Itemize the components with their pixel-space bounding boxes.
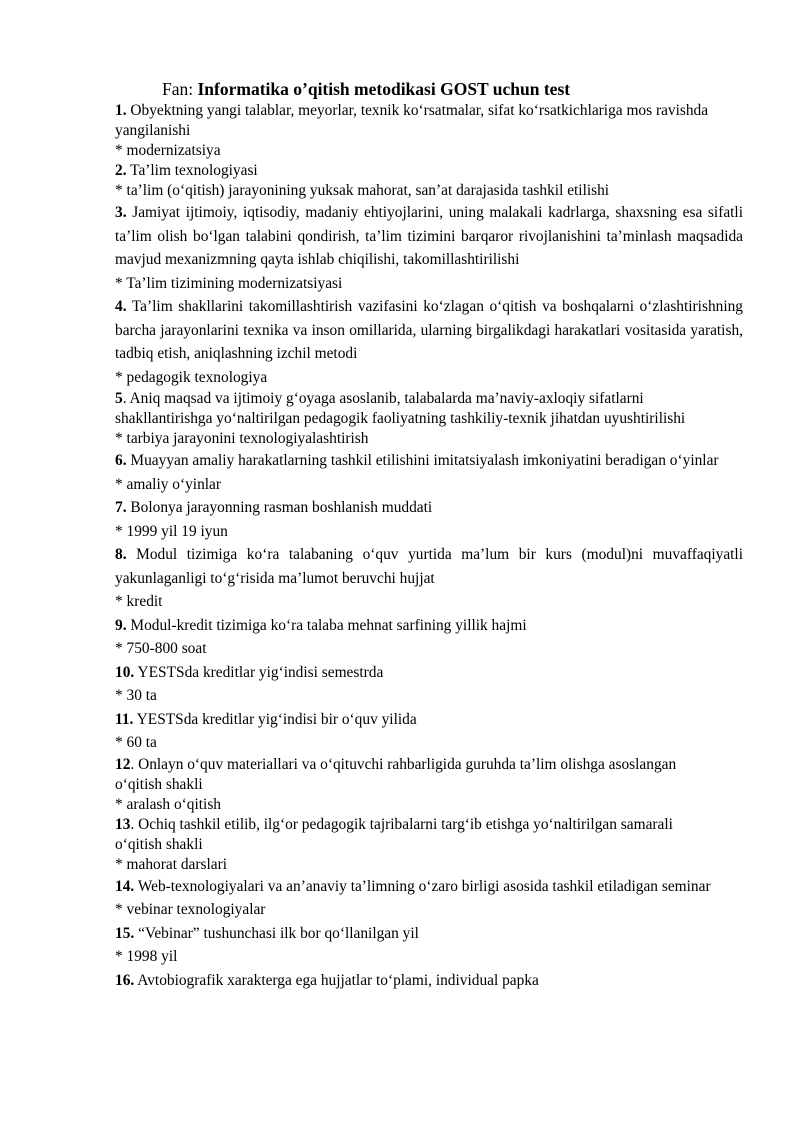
- question-text: [115, 201, 743, 272]
- question-number: 4.: [115, 298, 127, 315]
- question-text: [115, 101, 733, 141]
- answer-text: * pedagogik texnologiya: [115, 368, 268, 386]
- question-body: Ta’lim texnologiyasi: [130, 162, 258, 179]
- answer-text: * modernizatsiya: [115, 142, 221, 159]
- question-text: [115, 614, 743, 638]
- question-number: 15.: [115, 924, 135, 942]
- question-number: 10.: [115, 663, 135, 681]
- question-body: YESTSda kreditlar yig‘indisi semestrda: [137, 663, 384, 681]
- question-number: 9.: [115, 616, 127, 634]
- question-item-8: [115, 543, 743, 614]
- answer-text: * 750-800 soat: [115, 640, 207, 657]
- answer-text: * 1999 yil 19 iyun: [115, 522, 228, 540]
- question-number: 13: [115, 815, 131, 833]
- question-body: “Vebinar” tushunchasi ilk bor qo‘llanilgan yil: [138, 924, 419, 942]
- answer-text: * mahorat darslari: [115, 855, 227, 873]
- question-number: 7.: [115, 499, 127, 516]
- question-text: [115, 755, 690, 795]
- question-text: [115, 969, 743, 993]
- question-item-9: [115, 614, 743, 661]
- question-body: Obyektning yangi talablar, meyorlar, texnik ko‘rsatmalar, sifat ko‘rsatkichlariga mos ravishda yangilanishi: [115, 102, 709, 139]
- question-text: [115, 389, 725, 429]
- answer-text: * 60 ta: [115, 734, 157, 751]
- question-text: [115, 708, 743, 732]
- answer-text: * ta’lim (o‘qitish) jarayonining yuksak mahorat, san’at darajasida tashkil etilishi: [115, 182, 610, 199]
- question-number: 16.: [115, 971, 135, 989]
- question-item-11: [115, 708, 743, 755]
- question-number: 6.: [115, 452, 127, 469]
- title-prefix: Fan:: [162, 79, 198, 99]
- question-text: [115, 815, 705, 855]
- question-body: Avtobiografik xarakterga ega hujjatlar to‘plami, individual papka: [137, 971, 539, 989]
- question-text: [115, 875, 743, 899]
- question-body: Bolonya jarayonning rasman boshlanish muddati: [130, 499, 433, 516]
- page-title: [162, 78, 570, 100]
- question-text: [115, 922, 743, 946]
- question-number: 1.: [115, 102, 127, 119]
- question-item-4: [115, 295, 743, 389]
- question-body: Jamiyat ijtimoiy, iqtisodiy, madaniy ehtiyojlarini, uning malakali kadrlarga, shaxsning esa sifatli ta’lim olish bo‘lgan talabini qondirish, ta’lim tizimini barqaror rivojlanishini ta’minlash maqsadida mavjud mexanizmning qayta ishlab chiqilishi, takomillashtirilishi: [115, 204, 743, 268]
- question-text: [115, 661, 743, 685]
- question-text: [115, 295, 743, 366]
- answer-text: * vebinar texnologiyalar: [115, 901, 266, 918]
- answer-text: * tarbiya jarayonini texnologiyalashtirish: [115, 430, 369, 447]
- question-text: [115, 496, 743, 520]
- title-subject: Informatika o’qitish metodikasi GOST uchun test: [197, 79, 571, 99]
- answer-text: * 30 ta: [115, 687, 157, 704]
- question-item-7: [115, 496, 743, 543]
- question-body: . Onlayn o‘quv materiallari va o‘qituvchi rahbarligida guruhda ta’lim olishga asoslangan o‘qitish shakli: [115, 755, 677, 793]
- question-number: 3.: [115, 204, 127, 221]
- question-item-10: [115, 661, 743, 708]
- question-body: Ta’lim shakllarini takomillashtirish vazifasini ko‘zlagan o‘qitish va boshqalarni o‘zlashtirishning barcha jarayonlarini texnika va inson omillarida, ularning birgalikdagi harakatlari vositasida yaratish, tadbiq etish, aniqlashning izchil metodi: [115, 298, 744, 362]
- question-body: . Aniq maqsad va ijtimoiy g‘oyaga asoslanib, talabalarda ma’naviy-axloqiy sifatlarni shakllantirishga yo‘naltirilgan pedagogik faoliyatning tashkiliy-texnik jihatdan uyushtirilishi: [115, 390, 686, 427]
- answer-text: * kredit: [115, 593, 163, 610]
- question-number: 12: [115, 755, 131, 773]
- question-number: 14.: [115, 877, 135, 895]
- question-item-14: [115, 875, 743, 922]
- question-body: YESTSda kreditlar yig‘indisi bir o‘quv yilida: [136, 710, 417, 728]
- question-item-15: [115, 922, 743, 969]
- question-item-6: [115, 449, 743, 496]
- answer-text: * 1998 yil: [115, 948, 178, 965]
- question-item-13: [115, 815, 743, 875]
- question-item-3: [115, 201, 743, 295]
- answer-text: * aralash o‘qitish: [115, 795, 221, 813]
- question-number: 11.: [115, 710, 134, 728]
- question-body: . Ochiq tashkil etilib, ilg‘or pedagogik tajribalarni targ‘ib etishga yo‘naltirilgan samarali o‘qitish shakli: [115, 815, 673, 853]
- question-number: 5: [115, 390, 123, 407]
- question-item-12: [115, 755, 743, 815]
- question-item-2: [115, 161, 743, 201]
- question-number: 8.: [115, 546, 127, 563]
- answer-text: * amaliy o‘yinlar: [115, 475, 221, 493]
- question-list: [115, 101, 743, 992]
- question-body: Web-texnologiyalari va an’anaviy ta’limning o‘zaro birligi asosida tashkil etiladigan seminar: [137, 877, 711, 895]
- question-text: [115, 543, 743, 590]
- answer-text: * Ta’lim tizimining modernizatsiyasi: [115, 274, 343, 292]
- question-body: Modul-kredit tizimiga ko‘ra talaba mehnat sarfining yillik hajmi: [130, 616, 527, 634]
- question-item-16: [115, 969, 743, 993]
- question-number: 2.: [115, 162, 127, 179]
- question-text: [115, 449, 743, 473]
- question-body: Modul tizimiga ko‘ra talabaning o‘quv yurtida ma’lum bir kurs (modul)ni muvaffaqiyatli yakunlaganligi to‘g‘risida ma’lumot beruvchi hujjat: [115, 546, 743, 587]
- question-item-5: [115, 389, 743, 449]
- question-body: Muayyan amaliy harakatlarning tashkil etilishini imitatsiyalash imkoniyatini beradigan o‘yinlar: [130, 452, 719, 469]
- question-item-1: [115, 101, 743, 161]
- question-text: [115, 161, 743, 181]
